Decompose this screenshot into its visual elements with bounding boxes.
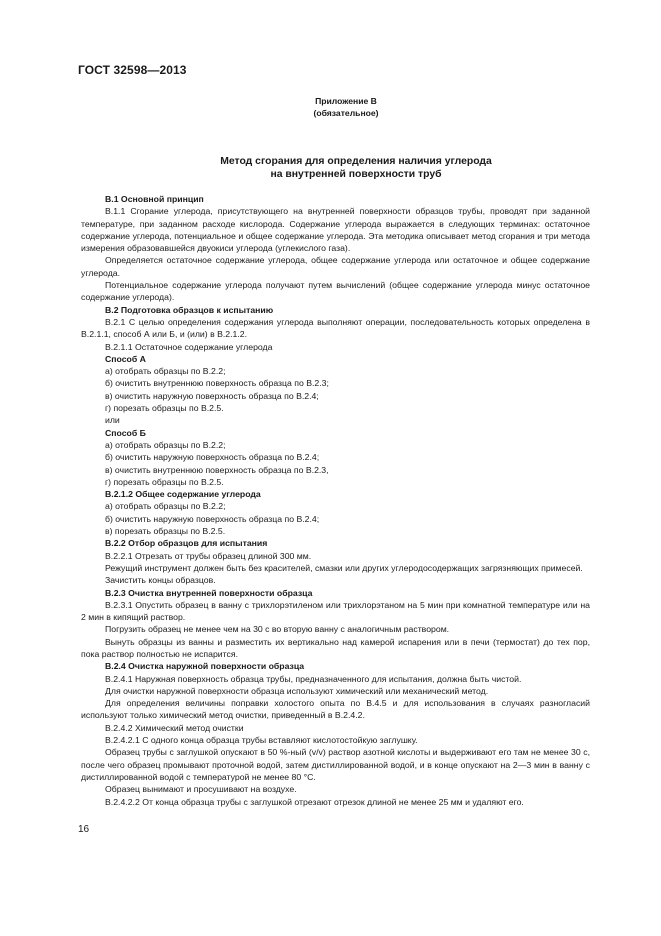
section-title [150, 155, 562, 181]
appendix-label: Приложение В [315, 96, 377, 106]
paragraph: а) отобрать образцы по В.2.2; [105, 439, 226, 450]
page-number: 16 [78, 824, 90, 835]
section-heading: В.2.1.2 Общее содержание углерода [105, 489, 261, 500]
paragraph: а) отобрать образцы по В.2.2; [105, 501, 226, 512]
paragraph: В.2.4.2 Химический метод очистки [105, 722, 244, 733]
paragraph: Погрузить образец не менее чем на 30 с во вторую ванну с аналогичным раствором. [105, 624, 450, 635]
document-body [81, 193, 590, 808]
paragraph: г) порезать образцы по В.2.5. [105, 403, 224, 414]
section-heading: Способ А [105, 353, 146, 364]
section-heading: В.2.2 Отбор образцов для испытания [105, 538, 268, 549]
paragraph: В.2.3.1 Опустить образец в ванну с трихлорэтиленом или трихлорэтаном на 5 мин при комнатной температуре или на 2 мин в кипящий раствор. [81, 599, 590, 623]
appendix-status: (обязательное) [313, 108, 379, 118]
paragraph: В.2.1.1 Остаточное содержание углерода [105, 341, 273, 352]
paragraph: В.2.1 С целью определения содержания углерода выполняют операции, последовательность которых определена в В.2.1.1, способ А или Б, и (или) в В.2.1.2. [81, 316, 590, 340]
paragraph: б) очистить внутреннюю поверхность образца по В.2.3; [105, 378, 329, 389]
appendix-heading [220, 95, 472, 119]
paragraph: или [105, 415, 120, 426]
paragraph: Зачистить концы образцов. [105, 575, 216, 586]
document-number: ГОСТ 32598—2013 [78, 63, 187, 77]
paragraph: г) порезать образцы по В.2.5. [105, 476, 224, 487]
paragraph: В.1.1 Сгорание углерода, присутствующего на внутренней поверхности образцов трубы, проводят при заданной температуре, при заданном расходе кислорода. Содержание углерода выражается в следующих терминах: остаточное содержание углерода, потенциальное и общее содержание углерода. Эта методика описывает метод сгорания и три метода измерения образовавшейся двуокиси углерода (углекислого газа). [81, 206, 590, 254]
paragraph: В.2.4.2.2 От конца образца трубы с заглушкой отрезают отрезок длиной не менее 25 мм и удаляют его. [105, 796, 524, 807]
paragraph: б) очистить наружную поверхность образца по В.2.4; [105, 452, 320, 463]
paragraph: Образец вынимают и просушивают на воздухе. [105, 784, 297, 795]
section-heading: В.2.3 Очистка внутренней поверхности образца [105, 587, 313, 598]
paragraph: Потенциальное содержание углерода получают путем вычислений (общее содержание углерода минус остаточное содержание углерода). [81, 280, 590, 303]
title-line-2: на внутренней поверхности труб [270, 169, 442, 180]
paragraph: б) очистить наружную поверхность образца по В.2.4; [105, 513, 320, 524]
paragraph: Режущий инструмент должен быть без красителей, смазки или других углеродосодержащих загрязняющих примесей. [105, 562, 583, 573]
paragraph: Вынуть образцы из ванны и разместить их вертикально над камерой испарения или в печи (термостат) до тех пор, пока раствор полностью не испарится. [81, 636, 590, 659]
section-heading: Способ Б [105, 427, 146, 438]
paragraph: а) отобрать образцы по В.2.2; [105, 366, 226, 377]
paragraph: В.2.4.2.1 С одного конца образца трубы вставляют кислотостойкую заглушку. [105, 735, 418, 746]
paragraph: Для очистки наружной поверхности образца используют химический или механический метод. [105, 685, 489, 696]
title-line-1: Метод сгорания для определения наличия углерода [220, 156, 492, 167]
paragraph: в) порезать образцы по В.2.5. [105, 526, 226, 537]
paragraph: Для определения величины поправки холостого опыта по В.4.5 и для использования в случаях разногласий используют только химический метод очистки, приведенный в В.2.4.2. [81, 698, 590, 721]
section-heading: В.2.4 Очистка наружной поверхности образца [105, 661, 305, 672]
section-heading: В.1 Основной принцип [105, 194, 204, 204]
section-heading: В.2 Подготовка образцов к испытанию [105, 304, 274, 315]
paragraph: В.2.2.1 Отрезать от трубы образец длиной 300 мм. [105, 550, 312, 561]
paragraph: Образец трубы с заглушкой опускают в 50 %-ный (v/v) раствор азотной кислоты и выдерживают его там не менее 30 с, после чего образец промывают проточной водой, затем дистиллированной водой, и в конце опускают на 2—3 мин в ванну с дистиллированной водой с температурой не менее 80 °С. [81, 747, 590, 782]
paragraph: в) очистить внутреннюю поверхность образца по В.2.3, [105, 464, 329, 475]
paragraph: В.2.4.1 Наружная поверхность образца трубы, предназначенного для испытания, должна быть чистой. [105, 673, 522, 684]
paragraph: в) очистить наружную поверхность образца по В.2.4; [105, 390, 319, 401]
paragraph: Определяется остаточное содержание углерода, общее содержание углерода или остаточное и общее содержание углерода. [81, 255, 590, 278]
